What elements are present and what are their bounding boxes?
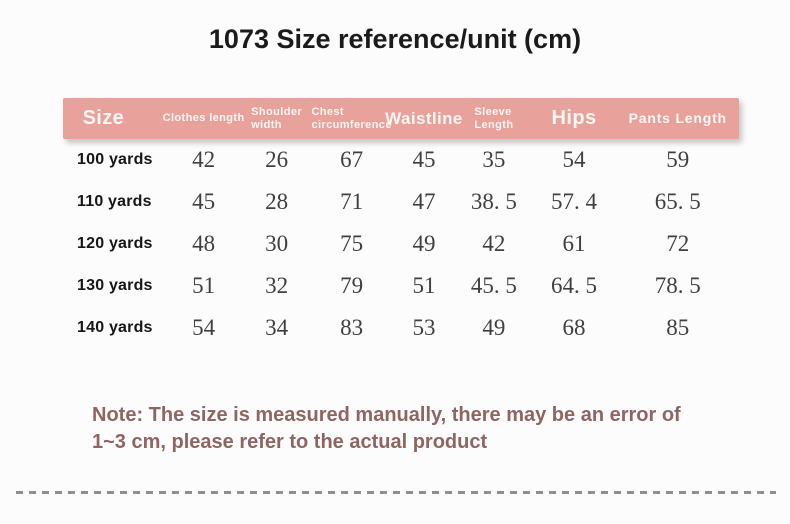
table-row-140-yards	[63, 307, 739, 349]
table-header-row	[63, 98, 739, 139]
value-cell: 64. 5	[551, 273, 598, 298]
col-header-hips: Hips	[551, 107, 597, 129]
table-row-100-yards	[63, 139, 739, 181]
value-cell: 26	[265, 147, 289, 172]
value-cell: 35	[482, 147, 506, 172]
value-cell: 71	[340, 189, 364, 214]
table-row-130-yards	[63, 265, 739, 307]
value-cell: 28	[265, 189, 289, 214]
col-header-pants-length: Pants Length	[628, 110, 727, 127]
value-cell: 45. 5	[470, 273, 517, 298]
value-cell: 54	[192, 315, 216, 340]
measurement-note: Note: The size is measured manually, there may be an error of 1~3 cm, please refer to the actual product	[92, 404, 681, 453]
value-cell: 42	[192, 147, 216, 172]
table-row-120-yards	[63, 223, 739, 265]
col-header-chest-circumference: Chest circumference	[311, 105, 392, 131]
value-cell: 57. 4	[551, 189, 598, 214]
value-cell: 83	[340, 315, 364, 340]
page-title: 1073 Size reference/unit (cm)	[208, 24, 582, 54]
value-cell: 38. 5	[470, 189, 517, 214]
value-cell: 42	[482, 231, 506, 256]
value-cell: 48	[192, 231, 216, 256]
col-header-shoulder-width: Shoulder width	[251, 105, 303, 131]
value-cell: 32	[265, 273, 289, 298]
value-cell: 72	[666, 231, 690, 256]
value-cell: 53	[412, 315, 436, 340]
size-cell: 120 yards	[77, 235, 153, 252]
value-cell: 85	[666, 315, 690, 340]
col-header-size: Size	[82, 107, 125, 129]
value-cell: 78. 5	[654, 273, 701, 298]
value-cell: 68	[562, 315, 586, 340]
value-cell: 79	[340, 273, 364, 298]
size-cell: 100 yards	[77, 151, 153, 168]
col-header-sleeve-length: Sleeve Length	[474, 105, 514, 131]
value-cell: 54	[562, 147, 586, 172]
value-cell: 65. 5	[654, 189, 701, 214]
value-cell: 59	[666, 147, 690, 172]
dashed-divider	[16, 491, 776, 494]
value-cell: 51	[192, 273, 216, 298]
table-row-110-yards	[63, 181, 739, 223]
value-cell: 30	[265, 231, 289, 256]
value-cell: 51	[412, 273, 436, 298]
value-cell: 34	[265, 315, 289, 340]
value-cell: 49	[412, 231, 436, 256]
size-cell: 110 yards	[77, 193, 152, 210]
value-cell: 45	[192, 189, 216, 214]
value-cell: 47	[412, 189, 436, 214]
value-cell: 61	[562, 231, 586, 256]
value-cell: 67	[340, 147, 364, 172]
value-cell: 49	[482, 315, 506, 340]
value-cell: 75	[340, 231, 364, 256]
col-header-waistline: Waistline	[385, 108, 463, 128]
size-cell: 130 yards	[77, 277, 153, 294]
value-cell: 45	[412, 147, 436, 172]
size-cell: 140 yards	[77, 319, 153, 336]
size-table	[63, 98, 739, 349]
col-header-clothes-length: Clothes length	[162, 112, 245, 125]
